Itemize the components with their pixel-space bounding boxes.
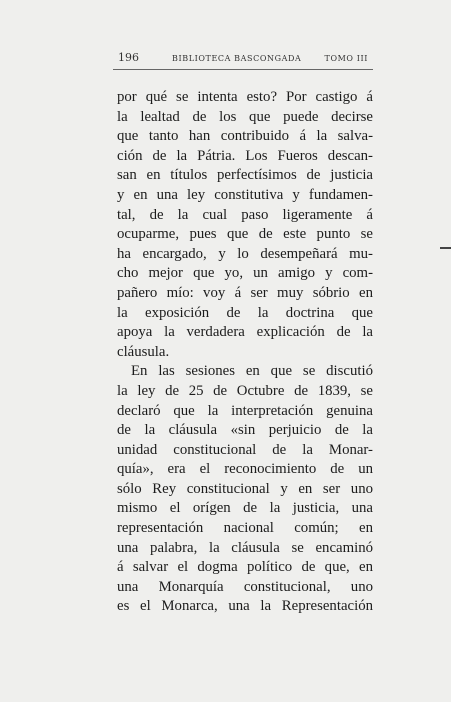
paragraph-1 — [117, 88, 373, 362]
text-line: declaró que la interpretación genuina — [117, 402, 373, 419]
volume-label: TOMO III — [324, 54, 368, 63]
body-text — [117, 88, 373, 617]
text-line: la exposición de la doctrina que — [117, 304, 373, 321]
text-line: á salvar el dogma político de que, en — [117, 559, 373, 576]
text-line: san en títulos perfectísimos de justicia — [117, 167, 373, 184]
page-number: 196 — [118, 51, 139, 64]
text-line: apoya la verdadera explicación de la — [117, 324, 373, 341]
text-line: mismo el orígen de la justicia, una — [117, 500, 373, 517]
text-line: es el Monarca, una la Representación — [117, 598, 373, 615]
text-line: de la cláusula «sin perjuicio de la — [117, 422, 373, 439]
text-line: quía», era el reconocimiento de un — [117, 461, 373, 478]
text-line: pañero mío: voy á ser muy sóbrio en — [117, 284, 373, 301]
paragraph-2 — [117, 362, 373, 617]
text-line: y en una ley constitutiva y fundamen- — [117, 186, 373, 203]
text-line: ha encargado, y lo desempeñará mu- — [117, 245, 373, 262]
text-line: ción de la Pátria. Los Fueros descan- — [117, 147, 373, 164]
text-line: representación nacional común; en — [117, 520, 373, 537]
text-line: En las sesiones en que se discutió — [131, 363, 373, 380]
running-title: BIBLIOTECA BASCONGADA — [172, 54, 302, 63]
text-line: cho mejor que yo, un amigo y com- — [117, 265, 373, 282]
text-line: sólo Rey constitucional y en ser uno — [117, 480, 373, 497]
text-line: la ley de 25 de Octubre de 1839, se — [117, 382, 373, 399]
text-line: unidad constitucional de la Monar- — [117, 441, 373, 458]
text-line: que tanto han contribuido á la salva- — [117, 128, 373, 145]
header-rule — [113, 69, 373, 70]
text-line: una palabra, la cláusula se encaminó — [117, 539, 373, 556]
text-line: ocuparme, pues que de este punto se — [117, 226, 373, 243]
margin-mark — [440, 247, 451, 249]
text-line: una Monarquía constitucional, uno — [117, 578, 373, 595]
text-line: la lealtad de los que puede decirse — [117, 108, 373, 125]
text-line: tal, de la cual paso ligeramente á — [117, 206, 373, 223]
text-line: por qué se intenta esto? Por castigo á — [117, 89, 373, 105]
running-header — [114, 51, 372, 69]
text-line: cláusula. — [117, 343, 170, 360]
